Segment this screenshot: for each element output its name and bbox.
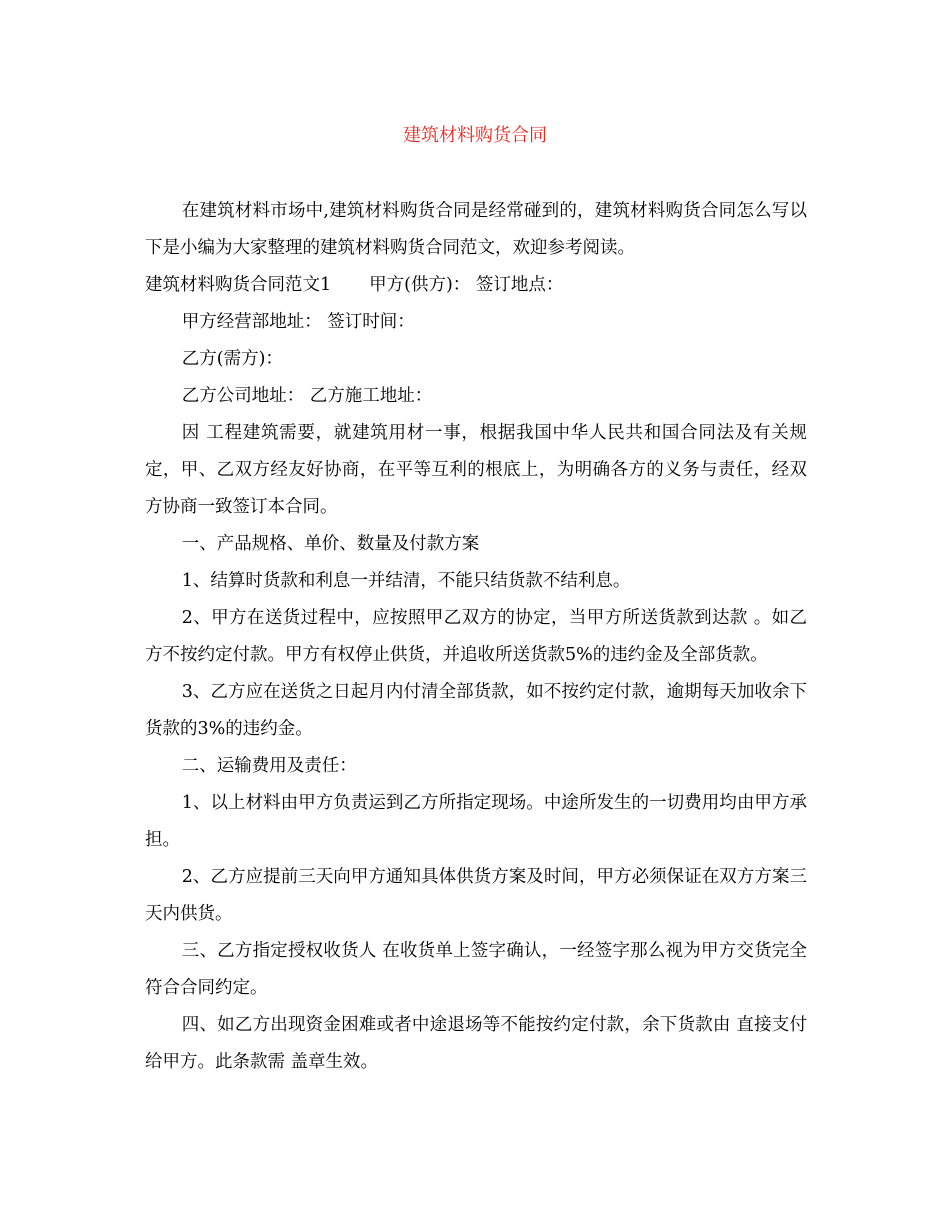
preamble-paragraph: 因 工程建筑需要，就建筑用材一事，根据我国中华人民共和国合同法及有关规定，甲、乙双方经友好协商，在平等互利的根底上，为明确各方的义务与责任，经双方协商一致签订本合同。 bbox=[145, 423, 807, 517]
section-1-title: 一、产品规格、单价、数量及付款方案 bbox=[181, 534, 480, 554]
section-3-paragraph: 三、乙方指定授权收货人 在收货单上签字确认，一经签字那么视为甲方交货完全符合合同约定。 bbox=[145, 941, 807, 998]
document-body bbox=[145, 193, 807, 1081]
party-a-label: 甲方(供方)： 签订地点： bbox=[369, 275, 564, 295]
section-4-paragraph: 四、如乙方出现资金困难或者中途退场等不能按约定付款，余下货款由 直接支付给甲方。此条款需 盖章生效。 bbox=[145, 1015, 807, 1072]
sample-heading-line bbox=[145, 267, 807, 304]
section-2-title: 二、运输费用及责任： bbox=[181, 756, 357, 776]
section-1-item-2: 2、甲方在送货过程中，应按照甲乙双方的协定，当甲方所送货款到达款 。如乙方不按约定付款。甲方有权停止供货，并追收所送货款5%的违约金及全部货款。 bbox=[145, 608, 807, 665]
document-title: 建筑材料购货合同 bbox=[403, 125, 547, 146]
party-a-address: 甲方经营部地址： 签订时间： bbox=[181, 312, 415, 332]
section-1-item-1: 1、结算时货款和利息一并结清，不能只结货款不结利息。 bbox=[181, 571, 631, 591]
party-b-address: 乙方公司地址： 乙方施工地址： bbox=[181, 386, 433, 406]
sample-heading: 建筑材料购货合同范文1 bbox=[145, 275, 332, 295]
section-1-item-3: 3、乙方应在送货之日起月内付清全部货款，如不按约定付款，逾期每天加收余下货款的3%的违约金。 bbox=[145, 682, 807, 739]
party-b: 乙方(需方)： bbox=[181, 349, 283, 369]
intro-paragraph: 在建筑材料市场中,建筑材料购货合同是经常碰到的，建筑材料购货合同怎么写以下是小编为大家整理的建筑材料购货合同范文，欢迎参考阅读。 bbox=[145, 201, 807, 258]
section-2-item-1: 1、以上材料由甲方负责运到乙方所指定现场。中途所发生的一切费用均由甲方承担。 bbox=[145, 793, 807, 850]
section-2-item-2: 2、乙方应提前三天向甲方通知具体供货方案及时间，甲方必须保证在双方方案三天内供货。 bbox=[145, 867, 807, 924]
